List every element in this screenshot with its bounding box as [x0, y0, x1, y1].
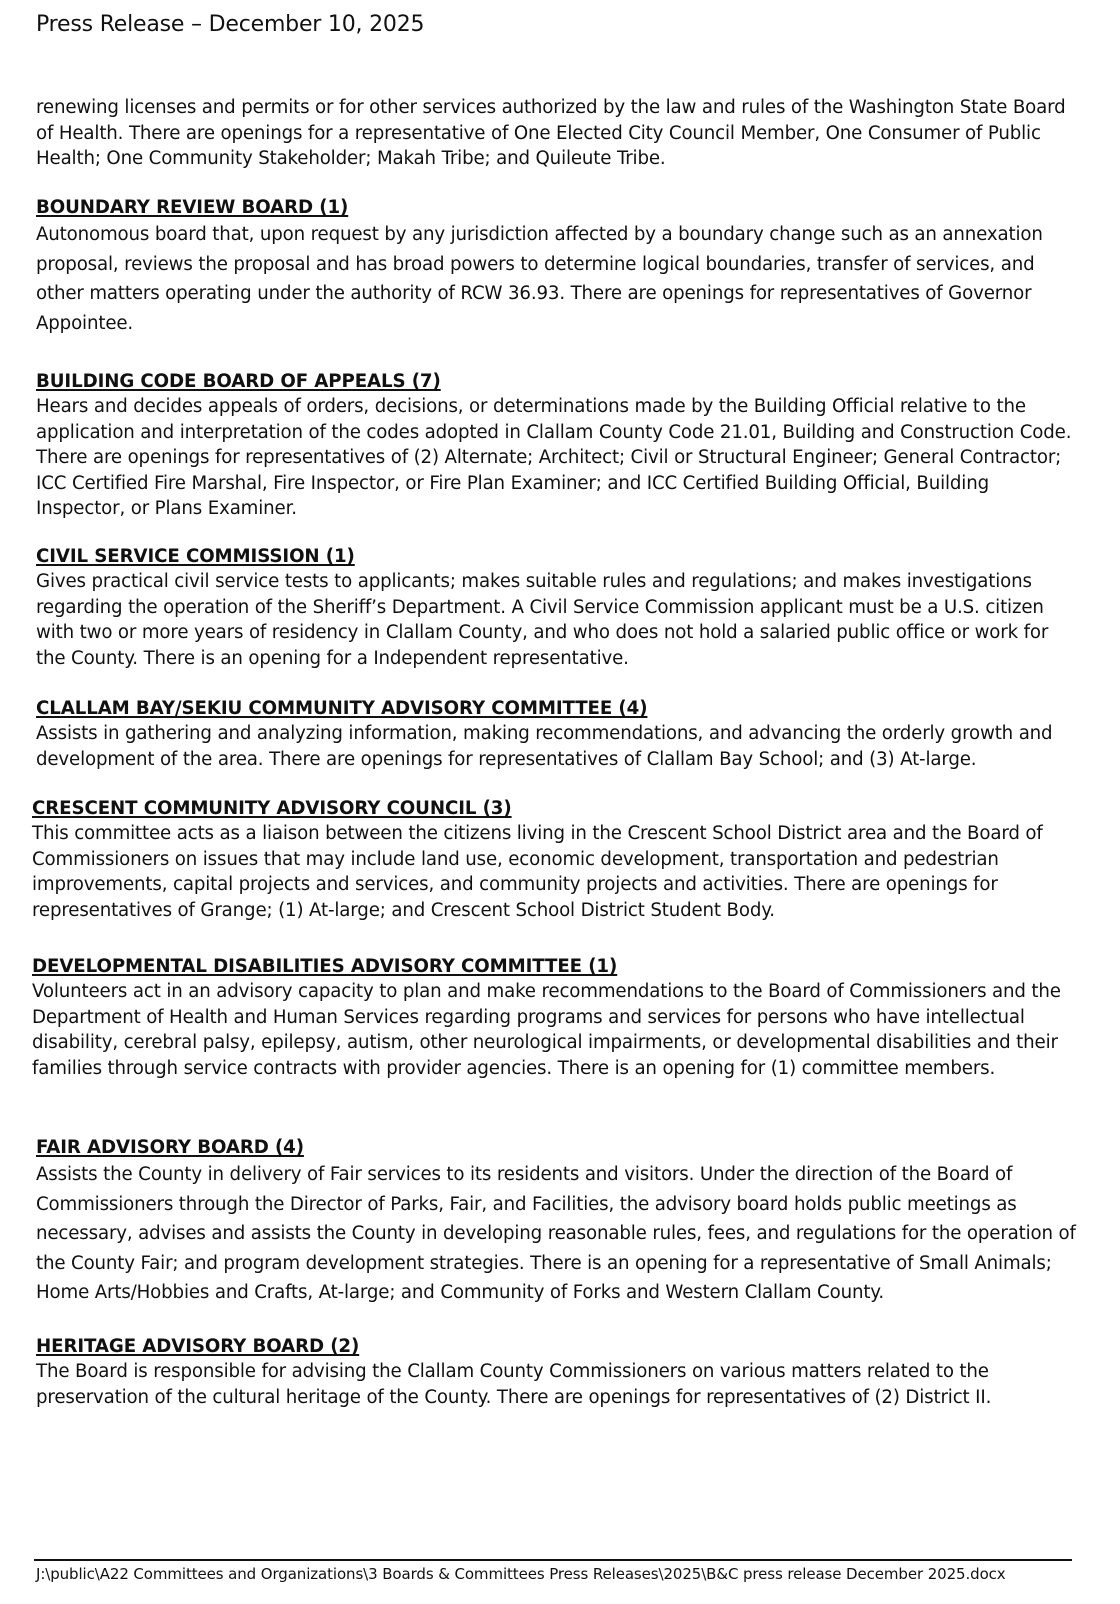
- section-body: Gives practical civil service tests to applicants; makes suitable rules and regulations; and makes investigations regarding the operation of the Sheriff’s Department. A Civil Service Commission applicant must be a U.S. citizen with two or more years of residency in Clallam County, and who does not hold a salaried public office or work for the County. There is an opening for a Independent representative.: [36, 571, 1049, 669]
- section-heading: FAIR ADVISORY BOARD (4): [36, 1137, 304, 1158]
- section-clallam-bay-sekiu: [36, 697, 1076, 772]
- section-body: Autonomous board that, upon request by any jurisdiction affected by a boundary change such as an annexation proposal, reviews the proposal and has broad powers to determine logical boundaries, transfer of services, and other matters operating under the authority of RCW 36.93. There are openings for representatives of Governor Appointee.: [36, 224, 1043, 334]
- section-body: Assists in gathering and analyzing information, making recommendations, and advancing the orderly growth and development of the area. There are openings for representatives of Clallam Bay School; and (3) At-large.: [36, 723, 1053, 770]
- intro-block: [36, 95, 1076, 172]
- section-body: Assists the County in delivery of Fair services to its residents and visitors. Under the direction of the Board of Commissioners through the Director of Parks, Fair, and Facilities, the advisory board holds public meetings as necessary, advises and assists the County in developing reasonable rules, fees, and regulations for the operation of the County Fair; and program development strategies. There is an opening for a representative of Small Animals; Home Arts/Hobbies and Crafts, At-large; and Community of Forks and Western Clallam County.: [36, 1164, 1076, 1303]
- section-body: This committee acts as a liaison between the citizens living in the Crescent School District area and the Board of Commissioners on issues that may include land use, economic development, transportation and pedestrian improvements, capital projects and services, and community projects and activities. There are openings for representatives of Grange; (1) At-large; and Crescent School District Student Body.: [32, 823, 1043, 921]
- section-developmental-disabilities: [32, 955, 1072, 1081]
- section-heading: CRESCENT COMMUNITY ADVISORY COUNCIL (3): [32, 798, 512, 819]
- section-crescent-community: [32, 797, 1072, 923]
- footer-divider: [34, 1559, 1072, 1561]
- section-body: Volunteers act in an advisory capacity to plan and make recommendations to the Board of Commissioners and the Department of Health and Human Services regarding programs and services for persons who have intellectual disability, cerebral palsy, epilepsy, autism, other neurological impairments, or developmental disabilities and their families through service contracts with provider agencies. There is an opening for (1) committee members.: [32, 981, 1061, 1079]
- section-fair-advisory-board: [36, 1136, 1076, 1308]
- section-boundary-review-board: [36, 196, 1076, 338]
- section-heading: CIVIL SERVICE COMMISSION (1): [36, 546, 355, 567]
- section-body: The Board is responsible for advising the Clallam County Commissioners on various matters related to the preservation of the cultural heritage of the County. There are openings for representatives of (2) District II.: [36, 1361, 992, 1408]
- section-heading: DEVELOPMENTAL DISABILITIES ADVISORY COMMITTEE (1): [32, 956, 618, 977]
- section-heading: BUILDING CODE BOARD OF APPEALS (7): [36, 371, 441, 392]
- section-heritage-advisory-board: [36, 1335, 1076, 1410]
- section-civil-service-commission: [36, 545, 1076, 671]
- section-heading: BOUNDARY REVIEW BOARD (1): [36, 197, 349, 218]
- footer-file-path: J:\public\A22 Committees and Organizations\3 Boards & Committees Press Releases\2025\B&C press release December 2025.docx: [36, 1565, 1006, 1583]
- section-heading: HERITAGE ADVISORY BOARD (2): [36, 1336, 360, 1357]
- intro-paragraph: renewing licenses and permits or for other services authorized by the law and rules of the Washington State Board of Health. There are openings for a representative of One Elected City Council Member, One Consumer of Public Health; One Community Stakeholder; Makah Tribe; and Quileute Tribe.: [36, 97, 1066, 169]
- section-body: Hears and decides appeals of orders, decisions, or determinations made by the Building Official relative to the application and interpretation of the codes adopted in Clallam County Code 21.01, Building and Construction Code. There are openings for representatives of (2) Alternate; Architect; Civil or Structural Engineer; General Contractor; ICC Certified Fire Marshal, Fire Inspector, or Fire Plan Examiner; and ICC Certified Building Official, Building Inspector, or Plans Examiner.: [36, 396, 1072, 519]
- section-building-code-board: [36, 370, 1076, 522]
- page-header-title: Press Release – December 10, 2025: [36, 12, 425, 37]
- section-heading: CLALLAM BAY/SEKIU COMMUNITY ADVISORY COMMITTEE (4): [36, 698, 648, 719]
